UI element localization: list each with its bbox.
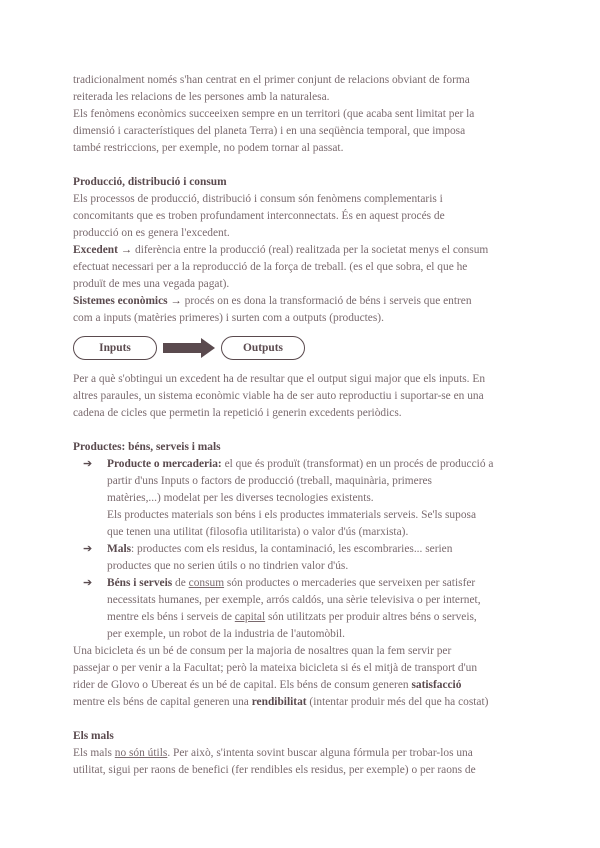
text-line: també restriccions, per exemple, no podem tornar al passat.: [73, 142, 344, 154]
term-producte: Producte o mercaderia:: [107, 458, 222, 470]
text-line: rider de Glovo o Ubereat és un bé de capital. Els béns de consum generen satisfacció: [73, 679, 462, 691]
outputs-box: [221, 336, 305, 360]
section-heading: Productes: béns, serveis i mals: [73, 441, 221, 453]
text-line: Els fenòmens econòmics succeeixen sempre en un territori (que acaba sent limitat per la: [73, 108, 475, 120]
text-line: dimensió i característiques del planeta Terra) i en una seqüència temporal, que imposa: [73, 125, 466, 137]
text-line: Per a què s'obtingui un excedent ha de resultar que el output sigui major que els inputs. En: [73, 373, 486, 385]
list-item: ➔ Mals: productes com els residus, la contaminació, les escombraries... serien productes que no serien útils o no tindrien valor d'ús.: [83, 543, 453, 572]
text-line: tradicionalment només s'han centrat en el primer conjunt de relacions obviant de forma: [73, 74, 470, 86]
term-satisfaccio: satisfacció: [411, 679, 462, 691]
text-line: passejar o per venir a la Facultat; però la mateixa bicicleta si és el mitjà de transport d'un: [73, 662, 478, 674]
underlined-no-son-utils: no són útils: [114, 747, 168, 759]
section-heading: Producció, distribució i consum: [73, 176, 227, 188]
text-line: cadena de cicles que permetin la repetició i generin excedents periòdics.: [73, 407, 402, 419]
text-line: mentre els béns de capital generen una rendibilitat (intentar produir més del que ha costat): [73, 696, 489, 708]
section-heading: Els mals: [73, 730, 114, 742]
list-item: ➔ Béns i serveis de consum són productes o mercaderies que serveixen per satisfer necessitats humanes, per exemple, arrós caldós, una sèrie televisiva o per internet, mentre els béns i serveis de capital són utilitzats per produir altres béns o serveis, per exemple, un robot de la industria de l'automòbil.: [83, 577, 481, 640]
text-line: reiterada les relacions de les persones amb la naturalesa.: [73, 91, 330, 103]
inputs-box: [73, 336, 157, 360]
arrow-right-icon: [161, 337, 217, 359]
bullet-list: [73, 456, 533, 643]
document-body: [73, 72, 533, 779]
text-line: altres paraules, un sistema econòmic viable ha de ser auto reproductiu i suportar-se en una: [73, 390, 484, 402]
term-excedent: Excedent →: [73, 244, 133, 256]
text-line: Sistemes econòmics → procés on es dona la transformació de béns i serveis que entren: [73, 295, 472, 307]
text-line: Els mals no són útils. Per això, s'intenta sovint buscar alguna fórmula per trobar-los una: [73, 747, 473, 759]
arrow-bullet-icon: ➔: [83, 577, 93, 589]
arrow-bullet-icon: ➔: [83, 458, 93, 470]
inputs-label: Inputs: [99, 342, 131, 354]
outputs-label: Outputs: [243, 342, 283, 354]
inputs-outputs-diagram: [73, 331, 533, 365]
term-sistemes: Sistemes econòmics →: [73, 295, 182, 307]
term-bens-serveis: Béns i serveis: [107, 577, 173, 589]
text-line: producció on es genera l'excedent.: [73, 227, 230, 239]
arrow-bullet-icon: ➔: [83, 543, 93, 555]
term-mals: Mals: [107, 543, 132, 555]
underlined-consum: consum: [188, 577, 225, 589]
text-line: efectuat necessari per a la reproducció de la força de treball. (es el que sobra, el que he: [73, 261, 468, 273]
term-rendibilitat: rendibilitat: [251, 696, 307, 708]
text-line: concomitants que es troben profundament interconnectats. És en aquest procés de: [73, 210, 445, 222]
text-line: Excedent → diferència entre la producció (real) realitzada per la societat menys el consum: [73, 244, 489, 256]
text-line: com a inputs (matèries primeres) i surten com a outputs (productes).: [73, 312, 384, 324]
text-line: produït de mes una vegada pagat).: [73, 278, 230, 290]
list-item: ➔ Producte o mercaderia: el que és produït (transformat) en un procés de producció a partir d'uns Inputs o factors de producció (treball, maquinària, primeres matèries,...) modelat per les diverses tecnologies existents. Els productes materials son béns i els productes immaterials serveis. Se'ls suposa que tenen una utilitat (filosofia utilitarista) o valor d'ús (marxista).: [83, 458, 494, 538]
underlined-capital: capital: [234, 611, 266, 623]
text-line: Els processos de producció, distribució i consum són fenòmens complementaris i: [73, 193, 443, 205]
text-line: utilitat, sigui per raons de benefici (fer rendibles els residus, per exemple) o per raons de: [73, 764, 476, 776]
text-line: Una bicicleta és un bé de consum per la majoria de nosaltres quan la fem servir per: [73, 645, 452, 657]
